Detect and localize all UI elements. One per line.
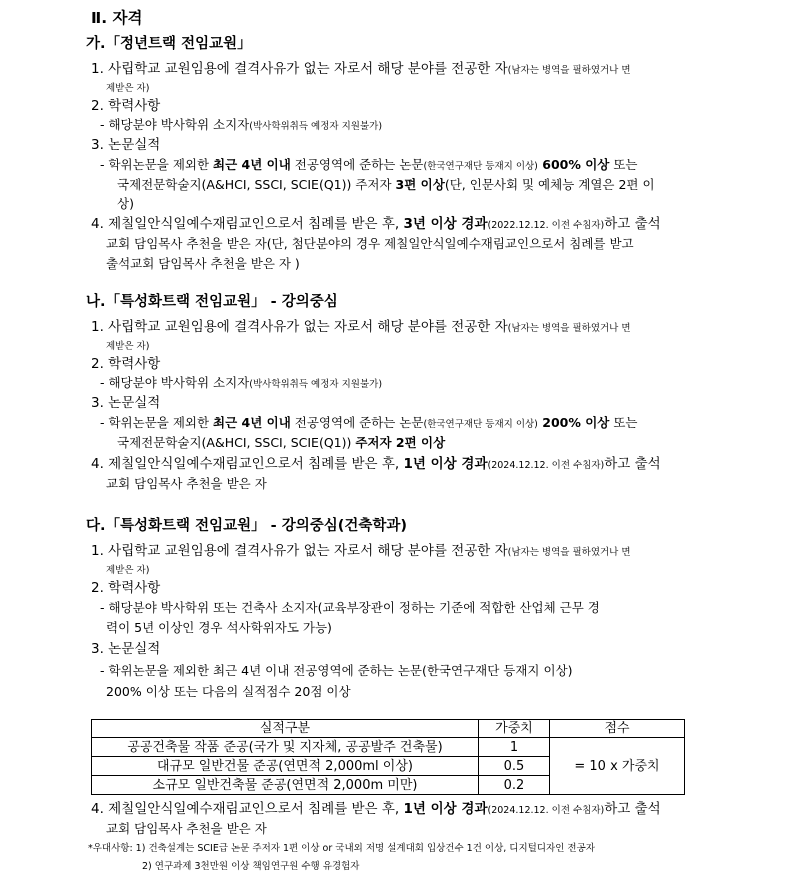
bold-text: 3년 이상 경과 <box>403 216 488 232</box>
table-header-cell: 가중치 <box>479 720 550 738</box>
text: 국제전문학술지(A&HCI, SSCI, SCIE(Q1)) 주저자 <box>117 177 396 192</box>
part-c-item-1-cont: 제받은 자) <box>106 565 150 576</box>
bold-text: 600% 이상 <box>537 157 610 172</box>
small-note: (남자는 병역을 필하였거나 면 <box>507 547 631 558</box>
preference-note-2: 2) 연구과제 3천만원 이상 책임연구원 수행 유경험자 <box>142 861 360 872</box>
section-title: Ⅱ. 자격 <box>91 9 143 27</box>
text: - 학위논문을 제외한 <box>100 157 214 172</box>
small-note: (2022.12.12. 이전 수침자) <box>487 220 605 231</box>
table-cell-label: 대규모 일반건물 준공(연면적 2,000ml 이상) <box>92 757 479 776</box>
part-a-item-4 <box>91 215 661 235</box>
part-b-item-4 <box>91 455 661 475</box>
part-a-item-3-detail <box>100 156 638 176</box>
small-note: (한국연구재단 등재지 이상) <box>423 161 538 172</box>
part-c-item-1 <box>91 542 631 562</box>
part-b-title: 나.「특성화트랙 전임교원」 - 강의중심 <box>86 294 338 310</box>
bold-text: 200% 이상 <box>537 415 610 430</box>
table-row <box>92 738 685 757</box>
part-a-item-3-detail-cont <box>117 176 655 194</box>
text: - 해당분야 박사학위 소지자 <box>100 117 250 132</box>
part-b-item-1-cont: 제받은 자) <box>106 341 150 352</box>
bold-text: 주저자 2편 이상 <box>355 435 446 450</box>
table-cell-score: = 10 x 가중치 <box>550 738 685 795</box>
part-b-item-3-detail-cont <box>117 434 445 452</box>
table-cell-label: 공공건축물 작품 준공(국가 및 지자체, 공공발주 건축물) <box>92 738 479 757</box>
small-note: (2024.12.12. 이전 수침자) <box>487 460 605 471</box>
text: 하고 출석 <box>604 456 661 472</box>
part-c-item-4-cont: 교회 담임목사 추천을 받은 자 <box>106 821 267 836</box>
small-note: (한국연구재단 등재지 이상) <box>423 419 538 430</box>
text: 1. 사립학교 교원임용에 결격사유가 없는 자로서 해당 분야를 전공한 자 <box>91 543 508 559</box>
table-cell-label: 소규모 일반건축물 준공(연면적 2,000m 미만) <box>92 776 479 795</box>
text: 1. 사립학교 교원임용에 결격사유가 없는 자로서 해당 분야를 전공한 자 <box>91 319 508 335</box>
text: - 학위논문을 제외한 <box>100 415 214 430</box>
part-a-item-3-detail-end: 상) <box>117 196 134 211</box>
table-header-cell: 점수 <box>550 720 685 738</box>
table-cell-weight: 0.5 <box>479 757 550 776</box>
small-note: (박사학위취득 예정자 지원불가) <box>249 121 383 132</box>
part-b-item-4-cont: 교회 담임목사 추천을 받은 자 <box>106 476 267 491</box>
table-cell-weight: 0.2 <box>479 776 550 795</box>
score-table <box>91 719 685 795</box>
part-a-item-1-cont: 제받은 자) <box>106 83 150 94</box>
small-note: (2024.12.12. 이전 수침자) <box>487 805 605 816</box>
table-cell-weight: 1 <box>479 738 550 757</box>
small-note: (남자는 병역을 필하였거나 면 <box>507 323 631 334</box>
part-c-item-3-detail-cont: 200% 이상 또는 다음의 실적점수 20점 이상 <box>106 684 351 699</box>
bold-text: 최근 4년 이내 <box>213 415 291 430</box>
part-a-title: 가.「정년트랙 전임교원」 <box>86 36 252 52</box>
part-c-item-2: 2. 학력사항 <box>91 580 161 596</box>
part-b-item-3-detail <box>100 414 638 434</box>
preference-note-1: *우대사항: 1) 건축설계는 SCIE급 논문 주저자 1편 이상 or 국내외 저명 설계대회 입상건수 1건 이상, 디지털디자인 전공자 <box>88 843 595 854</box>
text: 또는 <box>609 415 638 430</box>
text: 하고 출석 <box>604 216 661 232</box>
part-c-item-3-detail: - 학위논문을 제외한 최근 4년 이내 전공영역에 준하는 논문(한국연구재단 등재지 이상) <box>100 663 573 678</box>
part-a-item-4-cont: 교회 담임목사 추천을 받은 자(단, 첨단분야의 경우 제칠일안식일예수재림교인으로서 침례를 받고 <box>106 236 634 251</box>
text: 하고 출석 <box>604 801 661 817</box>
part-a-item-4-end: 출석교회 담임목사 추천을 받은 자 ) <box>106 256 300 271</box>
table-header-row <box>92 720 685 738</box>
text: 4. 제칠일안식일예수재림교인으로서 침례를 받은 후, <box>91 456 404 472</box>
part-b-item-3: 3. 논문실적 <box>91 395 161 411</box>
part-a-item-1 <box>91 60 631 80</box>
text: (단, 인문사회 및 예체능 계열은 2편 이 <box>444 177 655 192</box>
text: 1. 사립학교 교원임용에 결격사유가 없는 자로서 해당 분야를 전공한 자 <box>91 61 508 77</box>
small-note: (박사학위취득 예정자 지원불가) <box>249 379 383 390</box>
part-c-item-2-detail-cont: 력이 5년 이상인 경우 석사학위자도 가능) <box>106 620 332 635</box>
text: 전공영역에 준하는 논문 <box>290 157 424 172</box>
part-a-item-3: 3. 논문실적 <box>91 137 161 153</box>
part-b-item-2: 2. 학력사항 <box>91 356 161 372</box>
text: 전공영역에 준하는 논문 <box>290 415 424 430</box>
text: 국제전문학술지(A&HCI, SSCI, SCIE(Q1)) <box>117 435 356 450</box>
text: 4. 제칠일안식일예수재림교인으로서 침례를 받은 후, <box>91 216 404 232</box>
text: - 해당분야 박사학위 소지자 <box>100 375 250 390</box>
part-b-item-2-detail <box>100 374 382 394</box>
part-b-item-1 <box>91 318 631 338</box>
part-c-item-3: 3. 논문실적 <box>91 641 161 657</box>
part-c-item-2-detail: - 해당분야 박사학위 또는 건축사 소지자(교육부장관이 정하는 기준에 적합한 산업체 근무 경 <box>100 600 600 615</box>
bold-text: 1년 이상 경과 <box>403 801 488 817</box>
small-note: (남자는 병역을 필하였거나 면 <box>507 65 631 76</box>
text: 또는 <box>609 157 638 172</box>
bold-text: 최근 4년 이내 <box>213 157 291 172</box>
part-c-title: 다.「특성화트랙 전임교원」 - 강의중심(건축학과) <box>86 518 408 534</box>
table-header-cell: 실적구분 <box>92 720 479 738</box>
text: 4. 제칠일안식일예수재림교인으로서 침례를 받은 후, <box>91 801 404 817</box>
part-c-item-4 <box>91 800 661 820</box>
part-a-item-2: 2. 학력사항 <box>91 98 161 114</box>
bold-text: 1년 이상 경과 <box>403 456 488 472</box>
part-a-item-2-detail <box>100 116 382 136</box>
bold-text: 3편 이상 <box>395 177 445 192</box>
